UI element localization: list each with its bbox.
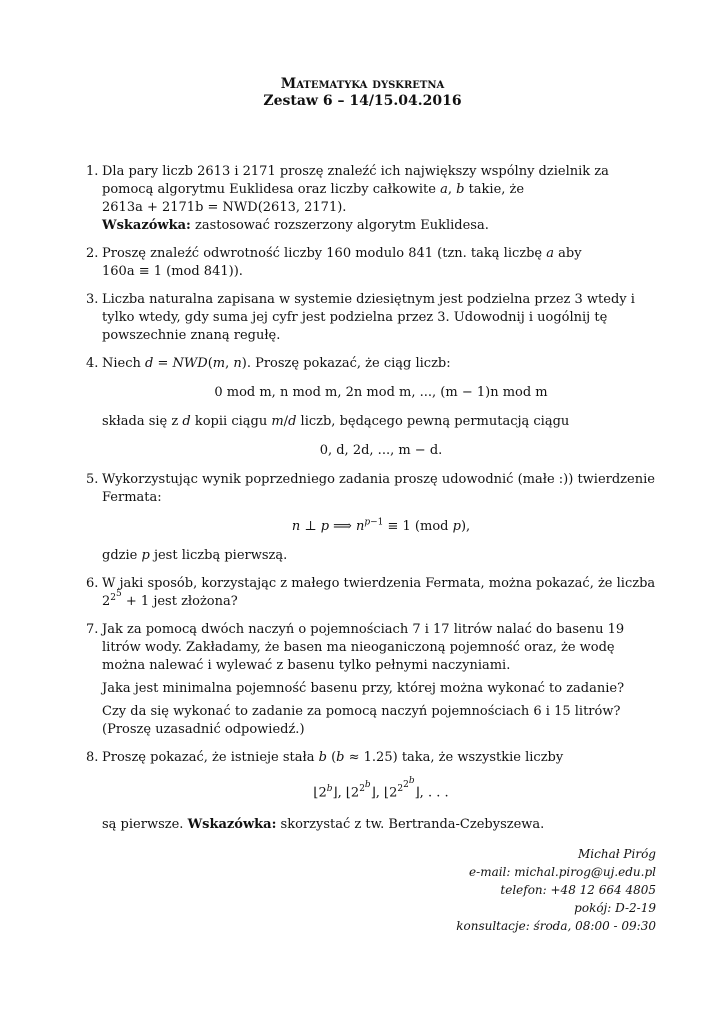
problem-7 bbox=[86, 621, 660, 739]
floor-sequence: ⌊2$^b$⌋, $⌊2^{2^b}⌋$, $⌊2^{2^{2^b}}⌋$, . . . bbox=[313, 776, 449, 801]
hint-label: Wskazówka: bbox=[102, 218, 191, 233]
office-hours: konsultacje: środa, 08:00 - 09:30 bbox=[456, 919, 656, 933]
author-phone: telefon: +48 12 664 4805 bbox=[500, 883, 656, 897]
problem-6 bbox=[86, 575, 660, 611]
problem-2 bbox=[86, 245, 660, 281]
problem-4 bbox=[86, 355, 660, 460]
equation: 160a ≡ 1 (mod 841)). bbox=[102, 264, 243, 279]
problem-text: składa się z d kopii ciągu m/d liczb, będącego pewną permutacją ciągu bbox=[102, 414, 570, 429]
problem-text: Wykorzystując wynik poprzedniego zadania proszę udowodnić (małe :)) twierdzenie Fermata: bbox=[102, 472, 655, 505]
problem-text: Proszę znaleźć odwrotność liczby 160 modulo 841 (tzn. taką liczbę a aby 160a ≡ 1 (mod 841)). bbox=[102, 246, 582, 279]
display-sequence: 0, d, 2d, ..., m − d. bbox=[319, 443, 443, 458]
problem-text: Dla pary liczb 2613 i 2171 proszę znaleźć ich największy wspólny dzielnik za pomocą algorytmu Euklidesa oraz liczby całkowite a, b takie, że 2613a + 2171b = NWD(2613, 2171). Wskazówka: zastosować rozszerzony algorytm Euklidesa. bbox=[102, 164, 609, 233]
problem-text: Liczba naturalna zapisana w systemie dziesiętnym jest podzielna przez 3 wtedy i tylko wtedy, gdy suma jej cyfr jest podzielna przez 3. Udowodnij i uogólnij tę powszechnie znaną regułę. bbox=[102, 292, 635, 343]
document-title-block bbox=[0, 76, 725, 110]
problem-text: Czy da się wykonać to zadanie za pomocą naczyń pojemnościach 6 i 15 litrów? (Proszę uzasadnić odpowiedź.) bbox=[102, 704, 621, 737]
problem-number: 5. bbox=[86, 472, 99, 487]
hint-text: skorzystać z tw. Bertranda-Czebyszewa. bbox=[280, 817, 545, 833]
problem-list bbox=[86, 163, 660, 844]
problem-number: 2. bbox=[86, 246, 99, 261]
problem-text: Niech d = NWD(m, n). Proszę pokazać, że ciąg liczb: bbox=[102, 356, 451, 371]
author-room: pokój: D-2-19 bbox=[574, 901, 656, 915]
problem-number: 8. bbox=[86, 750, 99, 765]
hint-text: zastosować rozszerzony algorytm Euklidesa. bbox=[194, 218, 489, 233]
author-name: Michał Piróg bbox=[578, 847, 656, 861]
display-sequence: 0 mod m, n mod m, 2n mod m, ..., (m − 1)n mod m bbox=[214, 385, 548, 400]
signature-block bbox=[456, 845, 656, 935]
problem-number: 1. bbox=[86, 164, 99, 179]
problem-text: Jak za pomocą dwóch naczyń o pojemnościach 7 i 17 litrów nalać do basenu 19 litrów wody. Zakładamy, że basen ma nieoganiczoną pojemność oraz, że wodę można nalewać i wylewać z basenu tylko pełnymi naczyniami. bbox=[102, 622, 625, 673]
problem-1 bbox=[86, 163, 660, 235]
problem-3 bbox=[86, 291, 660, 345]
hint-label: Wskazówka: bbox=[187, 817, 277, 833]
problem-number: 7. bbox=[86, 622, 99, 637]
problem-number: 4. bbox=[86, 356, 99, 371]
problem-text: są pierwsze. Wskazówka: skorzystać z tw. Bertranda-Czebyszewa. bbox=[102, 817, 545, 833]
author-email: e-mail: michal.pirog@uj.edu.pl bbox=[469, 865, 656, 879]
problem-text: W jaki sposób, korzystając z małego twierdzenia Fermata, można pokazać, że liczba $2^{2^5} + 1$ jest złożona? bbox=[102, 576, 656, 609]
problem-8 bbox=[86, 749, 660, 834]
problem-text: Proszę pokazać, że istnieje stała b (b ≈ 1.25) taka, że wszystkie liczby bbox=[102, 750, 564, 765]
problem-number: 3. bbox=[86, 292, 99, 307]
problem-text: Jaka jest minimalna pojemność basenu przy, której można wykonać to zadanie? bbox=[102, 681, 625, 696]
equation: 2613a + 2171b = NWD(2613, 2171). bbox=[102, 200, 347, 215]
problem-number: 6. bbox=[86, 576, 99, 591]
problem-5 bbox=[86, 471, 660, 565]
problem-text: gdzie p jest liczbą pierwszą. bbox=[102, 548, 288, 563]
fermat-formula: n ⊥ p ⟹ $n^{p-1} \equiv 1$ (mod p), bbox=[291, 517, 471, 534]
course-title: Matematyka dyskretna bbox=[280, 76, 445, 92]
set-title: Zestaw 6 – 14/15.04.2016 bbox=[263, 93, 462, 109]
